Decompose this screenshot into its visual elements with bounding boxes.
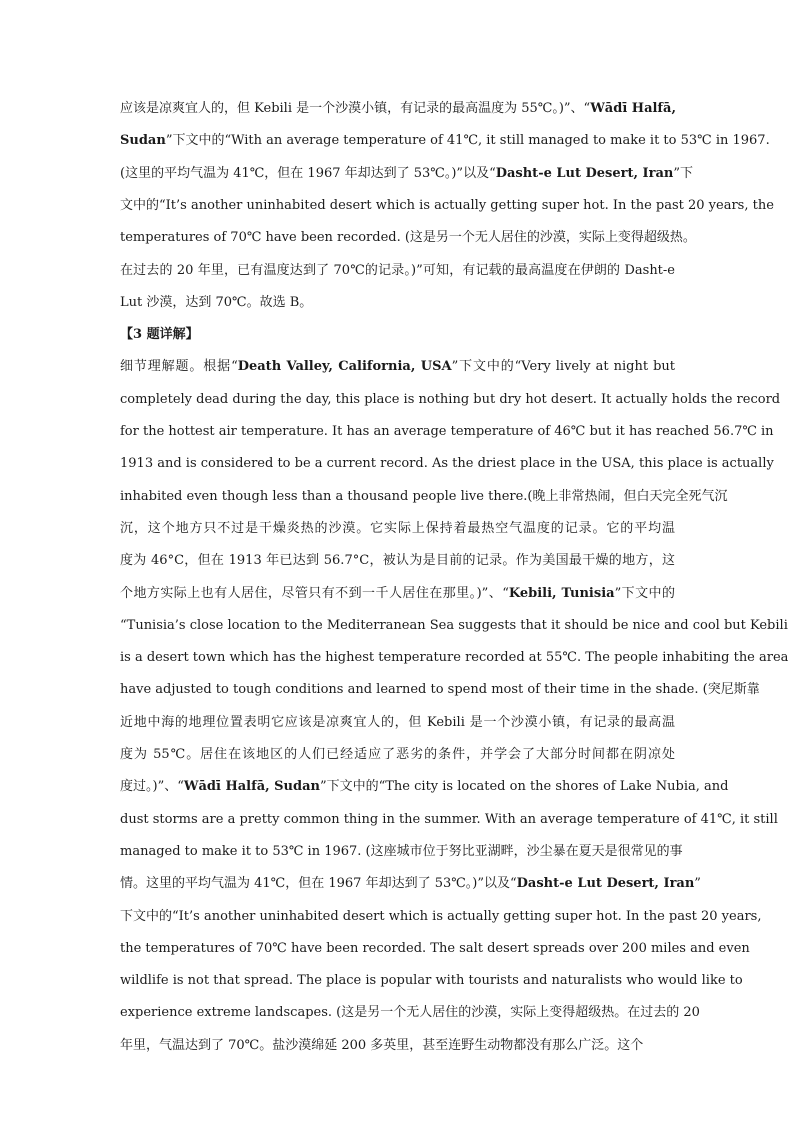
text-line	[120, 294, 675, 312]
text-run: 个地方实际上也有人居住，尽管只有不到一千人居住在那里。)”、“	[120, 585, 509, 601]
text-line	[120, 423, 774, 441]
text-run: “Tunisia’s close location to the Mediterranean Sea suggests that it should be nice and cool but Kebili	[120, 617, 788, 633]
text-run: 细节理解题。根据“	[120, 359, 238, 375]
text-run: 年里，气温达到了 70℃。盐沙漠绵延 200 多英里，甚至连野生动物都没有那么广泛。这个	[120, 1037, 644, 1053]
text-line	[120, 520, 675, 538]
text-line	[120, 681, 760, 699]
text-run: ”下文中的	[614, 585, 675, 601]
text-run: temperatures of 70℃ have been recorded. (这是另一个无人居住的沙漠，实际上变得超级热。	[120, 230, 696, 246]
text-line	[120, 100, 675, 118]
text-run: 在过去的 20 年里，已有温度达到了 70℃的记录。)”可知，有记载的最高温度在伊朗的 Dasht-e	[120, 262, 675, 278]
section-heading: 【3 题详解】	[120, 327, 199, 343]
text-line	[120, 778, 729, 796]
text-run: 下文中的“It’s another uninhabited desert which is actually getting super hot. In the past 20 years,	[120, 908, 762, 924]
text-run: dust storms are a pretty common thing in the summer. With an average temperature of 41℃, it still	[120, 811, 778, 827]
text-line	[120, 229, 696, 247]
bold-place-name: Wādī Halfā, Sudan	[183, 779, 320, 795]
text-run: ”下文中的“With an average temperature of 41℃, it still managed to make it to 53℃ in 1967.	[165, 133, 770, 149]
text-run: completely dead during the day, this place is nothing but dry hot desert. It actually holds the record	[120, 391, 781, 407]
text-run: ”下文中的“Very lively at night but	[451, 359, 676, 375]
bold-place-name: Kebili, Tunisia	[508, 585, 615, 601]
text-run: 度过。)”、“	[120, 779, 184, 795]
text-run: ”	[694, 876, 701, 892]
text-run: 情。这里的平均气温为 41℃，但在 1967 年却达到了 53℃。)”以及“	[120, 876, 517, 892]
text-run: 度为 46°C，但在 1913 年已达到 56.7°C，被认为是目前的记录。作为美国最干燥的地方，这	[120, 553, 675, 569]
text-line	[120, 455, 774, 473]
text-run: Lut 沙漠，达到 70℃。故选 B。	[120, 294, 313, 310]
text-line	[120, 326, 675, 344]
text-run: (这里的平均气温为 41℃，但在 1967 年却达到了 53℃。)”以及“	[120, 165, 496, 181]
text-run: inhabited even though less than a thousand people live there.(晚上非常热闹，但白天完全死气沉	[120, 488, 728, 504]
text-line	[120, 940, 750, 958]
text-run: 近地中海的地理位置表明它应该是凉爽宜人的，但 Kebili 是一个沙漠小镇，有记录的最高温	[120, 714, 675, 730]
text-run: ”下文中的“The city is located on the shores of Lake Nubia, and	[319, 779, 729, 795]
text-run: experience extreme landscapes. (这是另一个无人居住的沙漠，实际上变得超级热。在过去的 20	[120, 1005, 700, 1021]
text-run: have adjusted to tough conditions and learned to spend most of their time in the shade. (突尼斯靠	[120, 682, 760, 698]
text-run: ”下	[673, 165, 694, 181]
text-line	[120, 617, 788, 635]
text-run: the temperatures of 70℃ have been recorded. The salt desert spreads over 200 miles and even	[120, 940, 750, 956]
text-run: 度为 55℃。居住在该地区的人们已经适应了恶劣的条件，并学会了大部分时间都在阴凉处	[120, 747, 675, 762]
text-line	[120, 585, 675, 603]
text-line	[120, 843, 683, 861]
text-run: 1913 and is considered to be a current record. As the driest place in the USA, this place is actually	[120, 456, 774, 472]
text-line	[120, 132, 770, 150]
text-line	[120, 811, 778, 829]
text-run: for the hottest air temperature. It has an average temperature of 46℃ but it has reached 56.7℃ in	[120, 424, 774, 439]
bold-place-name: Death Valley, California, USA	[237, 359, 452, 375]
bold-place-name: Dasht-e Lut Desert, Iran	[495, 165, 674, 181]
text-line	[120, 1004, 700, 1022]
text-line	[120, 972, 743, 990]
bold-place-name: Wādī Halfā,	[590, 101, 676, 116]
text-line	[120, 197, 774, 215]
text-line	[120, 552, 675, 570]
bold-place-name: Sudan	[120, 133, 166, 149]
text-line	[120, 358, 675, 376]
text-run: wildlife is not that spread. The place is popular with tourists and naturalists who would like to	[120, 973, 743, 989]
text-line	[120, 488, 728, 506]
text-line	[120, 649, 789, 667]
text-line	[120, 908, 762, 926]
text-line	[120, 714, 675, 732]
text-run: 沉，这个地方只不过是干燥炎热的沙漠。它实际上保持着最热空气温度的记录。它的平均温	[120, 520, 675, 536]
text-run: 应该是凉爽宜人的，但 Kebili 是一个沙漠小镇，有记录的最高温度为 55℃。)”、“	[120, 101, 591, 116]
text-line	[120, 165, 694, 183]
text-line	[120, 746, 675, 764]
text-run: managed to make it to 53℃ in 1967. (这座城市位于努比亚湖畔，沙尘暴在夏天是很常见的事	[120, 843, 683, 859]
text-line	[120, 875, 701, 893]
text-run: is a desert town which has the highest temperature recorded at 55℃. The people inhabiting the area	[120, 650, 789, 666]
text-line	[120, 1037, 675, 1055]
text-run: 文中的“It’s another uninhabited desert which is actually getting super hot. In the past 20 years, the	[120, 197, 774, 213]
text-line	[120, 391, 781, 409]
bold-place-name: Dasht-e Lut Desert, Iran	[516, 876, 695, 892]
text-line	[120, 262, 675, 280]
